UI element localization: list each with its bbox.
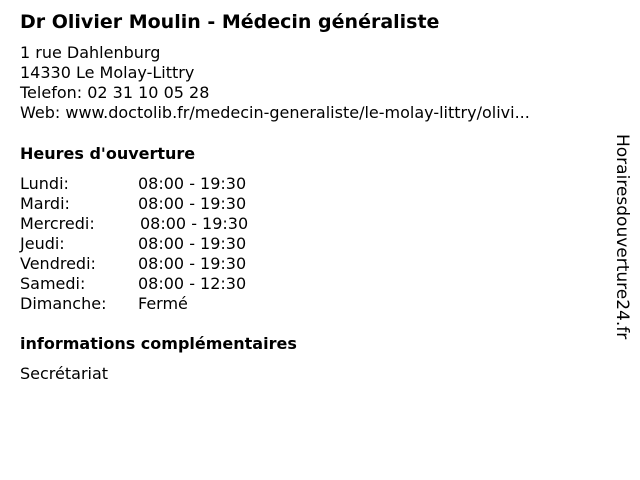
day-label: Vendredi: <box>20 254 96 273</box>
time-value: Fermé <box>138 294 188 313</box>
phone-number: Telefon: 02 31 10 05 28 <box>20 83 210 102</box>
address-street: 1 rue Dahlenburg <box>20 43 161 62</box>
address-city: 14330 Le Molay-Littry <box>20 63 195 82</box>
time-value: 08:00 - 19:30 <box>138 174 247 193</box>
time-value: 08:00 - 19:30 <box>138 234 247 253</box>
day-label: Jeudi: <box>20 234 65 253</box>
opening-hours-heading: Heures d'ouverture <box>20 144 196 163</box>
additional-info-heading: informations complémentaires <box>20 334 297 353</box>
address-block <box>20 43 530 123</box>
time-value: 08:00 - 19:30 <box>138 254 247 273</box>
time-value: 08:00 - 19:30 <box>138 194 247 213</box>
day-label: Lundi: <box>20 174 69 193</box>
page-title: Dr Olivier Moulin - Médecin généraliste <box>20 11 440 33</box>
additional-info-text: Secrétariat <box>20 364 109 383</box>
time-value: 08:00 - 12:30 <box>138 274 247 293</box>
time-value: 08:00 - 19:30 <box>140 214 249 233</box>
day-label: Samedi: <box>20 274 86 293</box>
day-label: Mardi: <box>20 194 70 213</box>
website-link[interactable]: Web: www.doctolib.fr/medecin-generaliste/le-molay-littry/olivi... <box>20 103 530 122</box>
site-watermark <box>612 134 632 374</box>
site-watermark-text: Horairesdouverture24.fr <box>612 134 632 340</box>
day-label: Dimanche: <box>20 294 107 313</box>
day-label: Mercredi: <box>20 214 95 233</box>
